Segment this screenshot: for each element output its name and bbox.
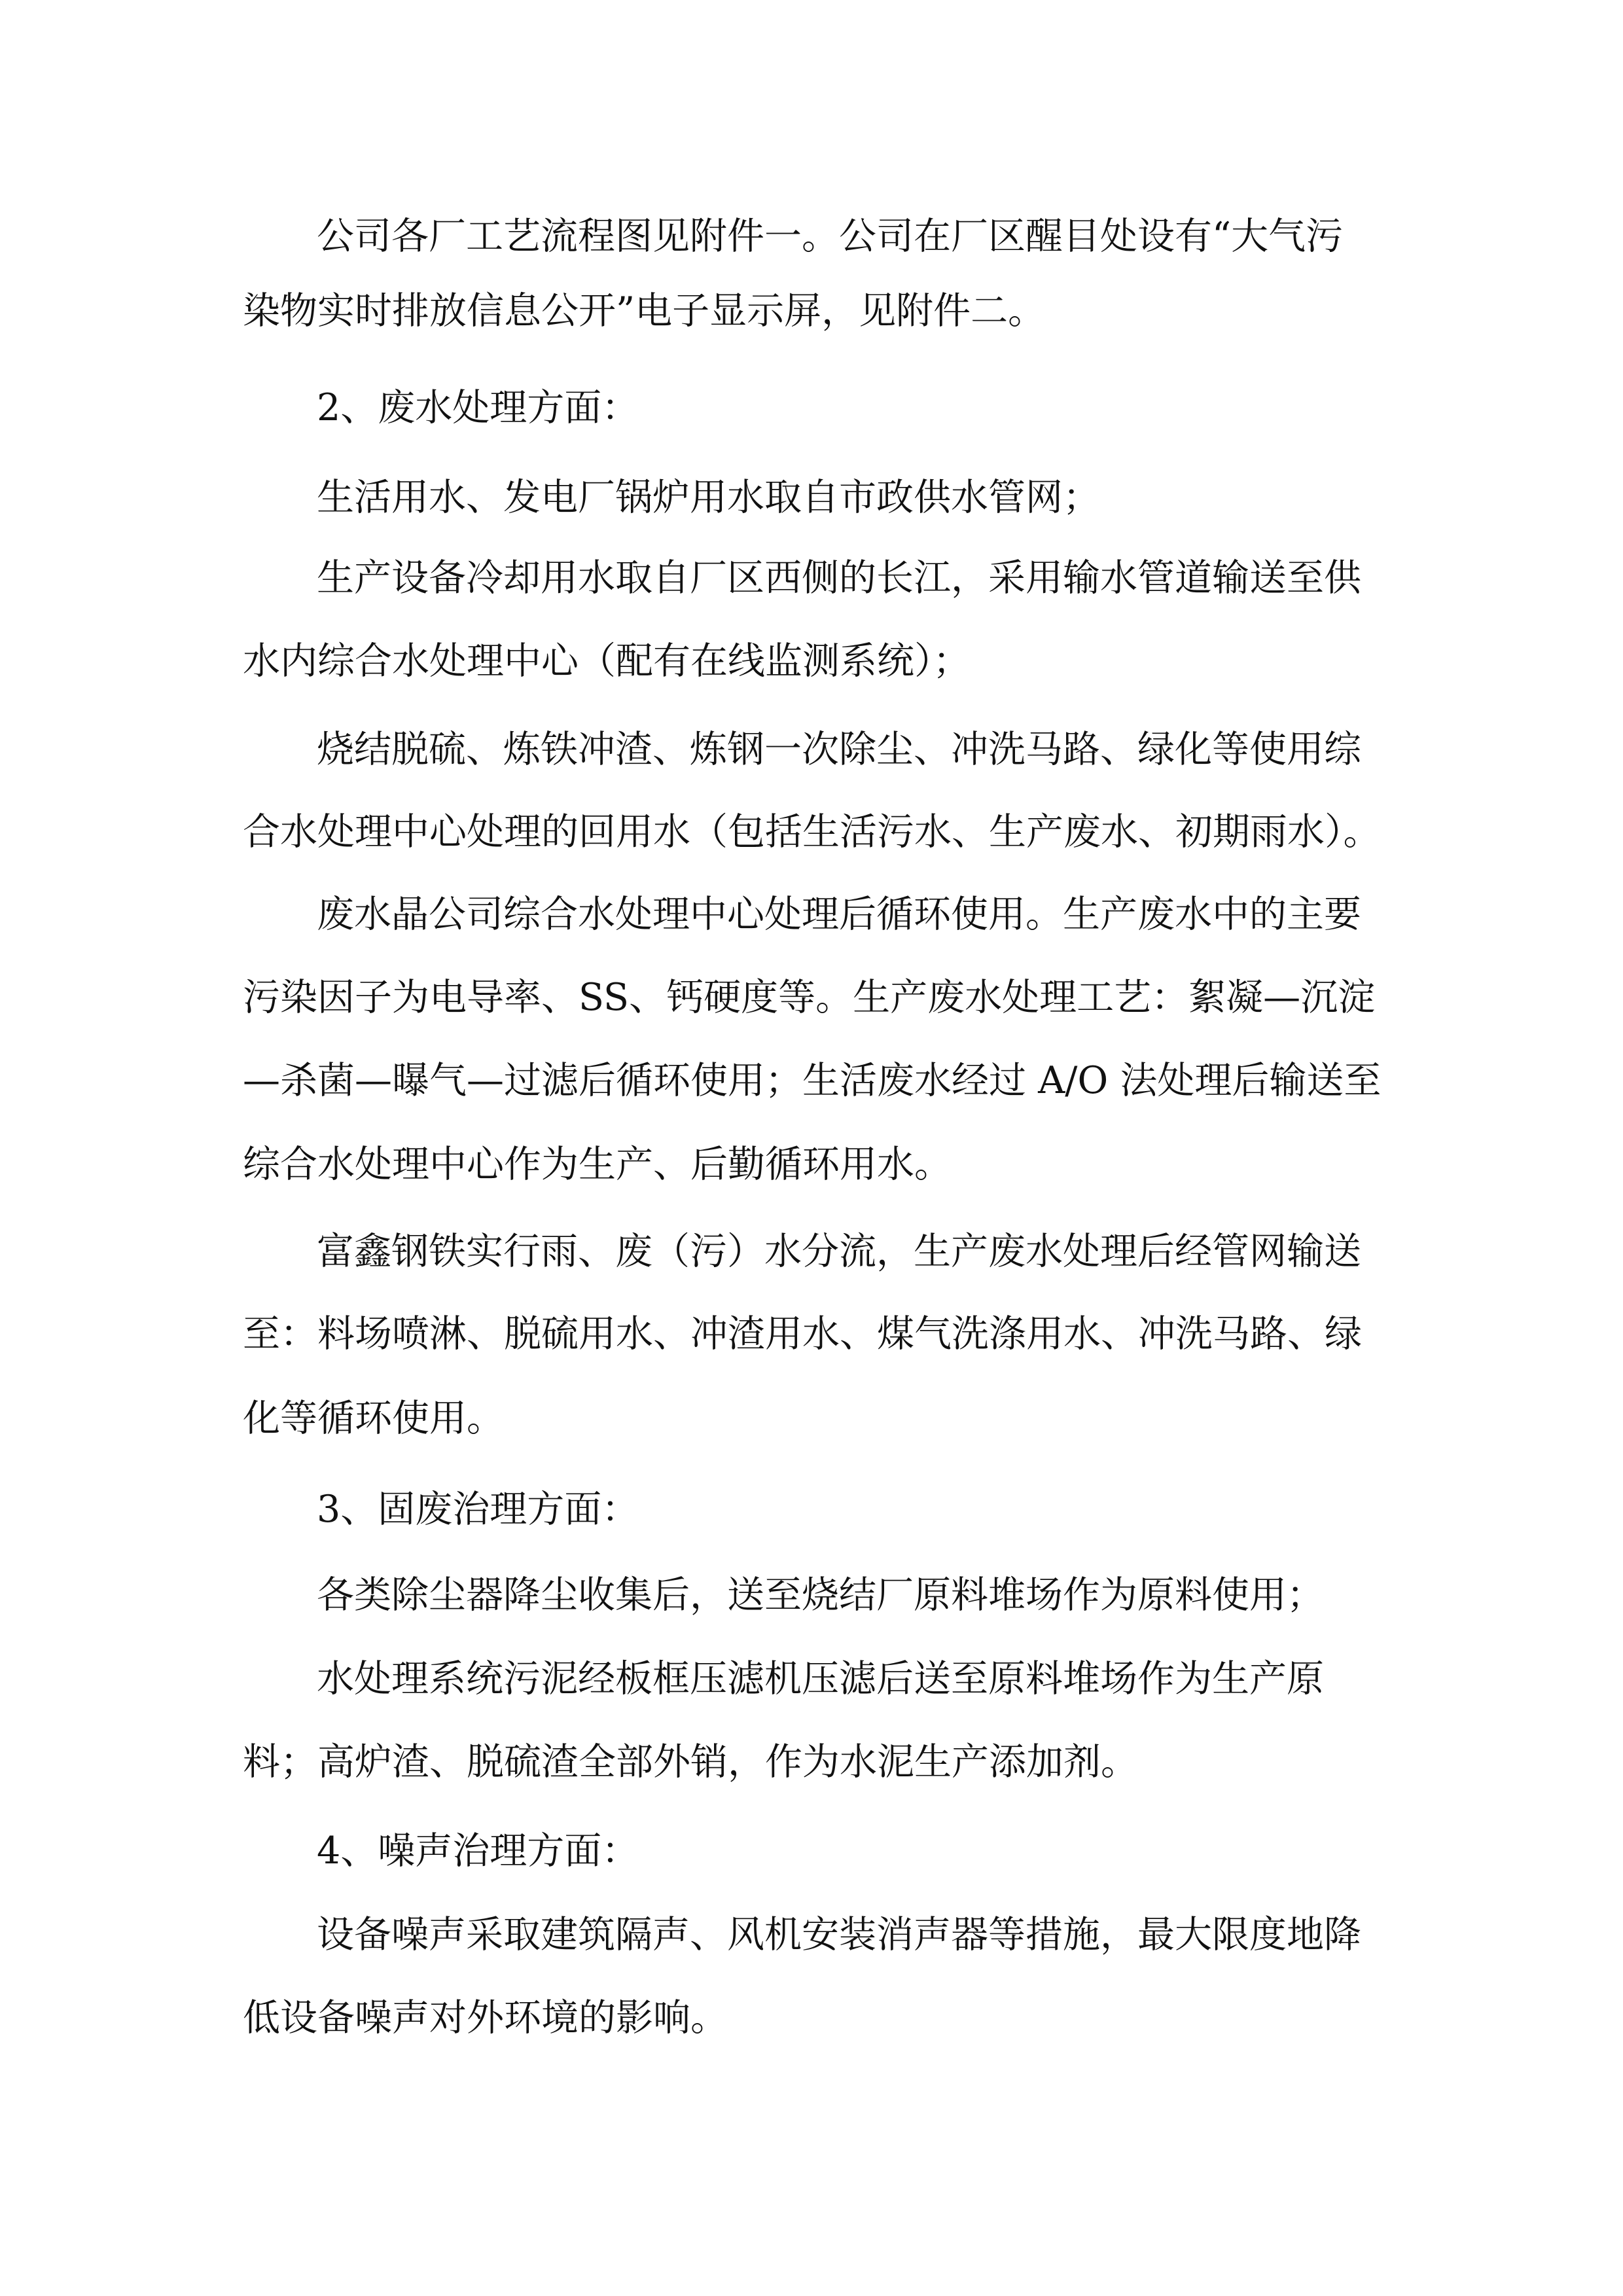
section-heading: 3、固废治理方面：: [317, 1488, 639, 1531]
paragraph-line: 生产设备冷却用水取自厂区西侧的长江，采用输水管道输送至供: [317, 556, 1361, 600]
paragraph-line: 低设备噪声对外环境的影响。: [243, 1996, 728, 2039]
paragraph-line: 烧结脱硫、炼铁冲渣、炼钢一次除尘、冲洗马路、绿化等使用综: [317, 728, 1361, 771]
paragraph-line: 染物实时排放信息公开”电子显示屏，见附件二。: [243, 289, 1046, 332]
paragraph-line: 污染因子为电导率、SS、钙硬度等。生产废水处理工艺：絮凝—沉淀: [243, 976, 1376, 1019]
paragraph-line: 水内综合水处理中心（配有在线监测系统）；: [243, 639, 971, 683]
section-heading: 4、噪声治理方面：: [317, 1829, 639, 1873]
paragraph-line: 化等循环使用。: [243, 1397, 504, 1440]
paragraph-line: 综合水处理中心作为生产、后勤循环用水。: [243, 1143, 952, 1186]
paragraph-line: 富鑫钢铁实行雨、废（污）水分流，生产废水处理后经管网输送: [317, 1230, 1361, 1273]
paragraph-line: 水处理系统污泥经板框压滤机压滤后送至原料堆场作为生产原: [317, 1657, 1324, 1700]
paragraph-line: 公司各厂工艺流程图见附件一。公司在厂区醒目处设有“大气污: [317, 215, 1344, 258]
paragraph-line: 设备噪声采取建筑隔声、风机安装消声器等措施，最大限度地降: [317, 1913, 1361, 1956]
paragraph-line: —杀菌—曝气—过滤后循环使用；生活废水经过 A/O 法处理后输送至: [243, 1059, 1382, 1102]
paragraph-line: 各类除尘器降尘收集后，送至烧结厂原料堆场作为原料使用；: [317, 1573, 1324, 1617]
section-heading: 2、废水处理方面：: [317, 386, 639, 429]
paragraph-line: 至：料场喷淋、脱硫用水、冲渣用水、煤气洗涤用水、冲洗马路、绿: [243, 1312, 1362, 1355]
paragraph-line: 生活用水、发电厂锅炉用水取自市政供水管网；: [317, 476, 1100, 519]
paragraph-line: 废水晶公司综合水处理中心处理后循环使用。生产废水中的主要: [317, 893, 1361, 936]
paragraph-line: 料；高炉渣、脱硫渣全部外销，作为水泥生产添加剂。: [243, 1740, 1138, 1784]
paragraph-line: 合水处理中心处理的回用水（包括生活污水、生产废水、初期雨水）。: [243, 810, 1381, 853]
